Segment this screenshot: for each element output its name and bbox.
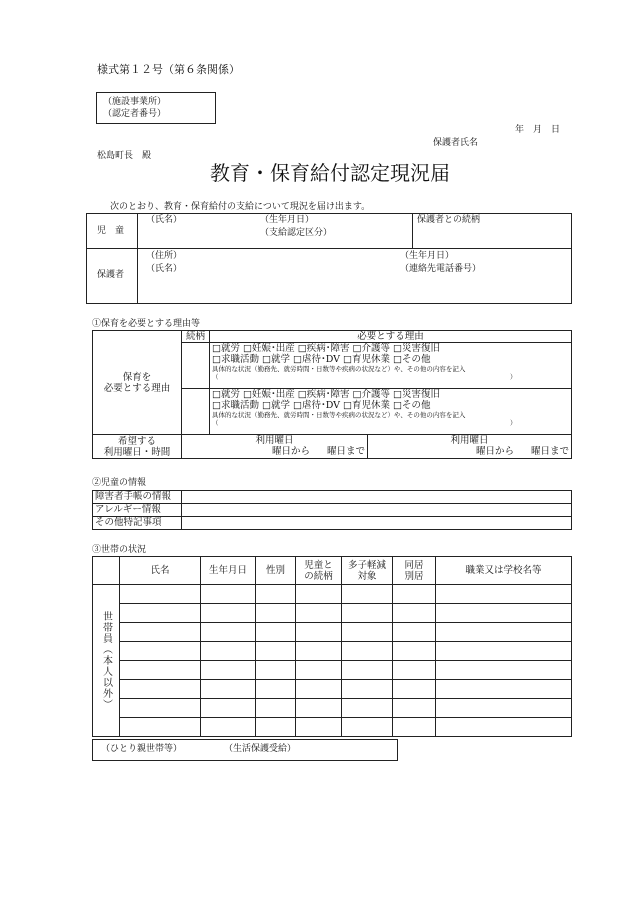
reason-options-2a[interactable]: □就労 □妊娠･出産 □疾病･障害 □介護等 □災害復旧 bbox=[212, 389, 440, 400]
member-relation[interactable] bbox=[296, 623, 342, 642]
guardian-name-label: 保護者氏名 bbox=[433, 138, 479, 148]
guardian-birth-field[interactable]: （生年月日） bbox=[400, 251, 455, 261]
member-relation[interactable] bbox=[296, 718, 342, 737]
detail-note-2: 具体的な状況（勤務先、就労時間・日数等や疾病の状況など）や、その他の内容を記入 bbox=[212, 411, 466, 419]
paren-open: （ bbox=[212, 419, 219, 427]
header-living bbox=[393, 557, 436, 585]
reason-cell-1[interactable] bbox=[210, 343, 572, 389]
child-info-table bbox=[92, 490, 572, 530]
member-birth[interactable] bbox=[201, 604, 256, 623]
member-living[interactable] bbox=[393, 642, 436, 661]
member-name[interactable] bbox=[120, 661, 201, 680]
section1-title: ①保育を必要とする理由等 bbox=[92, 319, 201, 329]
member-living[interactable] bbox=[393, 585, 436, 604]
header-living-line1: 同居 bbox=[404, 559, 424, 571]
remarks-field[interactable] bbox=[182, 517, 572, 530]
member-birth[interactable] bbox=[201, 585, 256, 604]
member-relation[interactable] bbox=[296, 642, 342, 661]
detail-field-2[interactable] bbox=[212, 419, 569, 428]
header-birth: 生年月日 bbox=[201, 557, 256, 585]
member-multichild[interactable] bbox=[342, 718, 393, 737]
member-name[interactable] bbox=[120, 623, 201, 642]
form-number: 様式第１２号（第６条関係） bbox=[97, 63, 240, 76]
header-multichild-line2: 対象 bbox=[357, 570, 377, 582]
header-blank bbox=[93, 557, 120, 585]
member-name[interactable] bbox=[120, 604, 201, 623]
section2-title: ②児童の情報 bbox=[92, 478, 147, 488]
member-job[interactable] bbox=[436, 699, 572, 718]
paren-close: ） bbox=[510, 419, 517, 427]
member-living[interactable] bbox=[393, 604, 436, 623]
household-footer-box bbox=[92, 739, 398, 761]
member-multichild[interactable] bbox=[342, 699, 393, 718]
household-table bbox=[92, 556, 572, 737]
allergy-label: アレルギー情報 bbox=[93, 504, 182, 517]
reason-header: 必要とする理由 bbox=[210, 331, 572, 343]
day-from-2: 曜日から bbox=[475, 446, 514, 457]
member-relation[interactable] bbox=[296, 699, 342, 718]
use-days-cell-1[interactable] bbox=[182, 435, 368, 459]
reason-options-1b[interactable]: □求職活動 □就学 □虐待･DV □育児休業 □その他 bbox=[212, 354, 431, 365]
member-birth[interactable] bbox=[201, 642, 256, 661]
member-multichild[interactable] bbox=[342, 623, 393, 642]
guardian-address-field[interactable]: （住所） bbox=[146, 251, 183, 261]
household-side-text: 世帯員（本人以外） bbox=[100, 611, 112, 710]
child-label: 児 童 bbox=[97, 226, 125, 236]
relation-header: 続柄 bbox=[182, 331, 210, 343]
member-sex[interactable] bbox=[256, 680, 296, 699]
member-sex[interactable] bbox=[256, 699, 296, 718]
member-sex[interactable] bbox=[256, 661, 296, 680]
guardian-label: 保護者 bbox=[97, 270, 125, 280]
member-sex[interactable] bbox=[256, 718, 296, 737]
single-parent-field[interactable]: （ひとり親世帯等） bbox=[101, 744, 183, 754]
detail-field-1[interactable] bbox=[212, 373, 569, 382]
member-multichild[interactable] bbox=[342, 604, 393, 623]
member-name[interactable] bbox=[120, 680, 201, 699]
day-to-1: 曜日まで bbox=[326, 446, 365, 457]
member-multichild[interactable] bbox=[342, 680, 393, 699]
child-category-field[interactable]: （支給認定区分） bbox=[260, 228, 333, 238]
reason-cell-2[interactable] bbox=[210, 389, 572, 435]
addressee: 松島町長 殿 bbox=[97, 151, 152, 161]
child-name-field[interactable]: （氏名） bbox=[146, 215, 183, 225]
member-living[interactable] bbox=[393, 680, 436, 699]
date-label: 年 月 日 bbox=[515, 125, 561, 135]
reason-label-line2: 必要とする理由 bbox=[103, 382, 171, 394]
member-job[interactable] bbox=[436, 718, 572, 737]
divider bbox=[137, 213, 138, 303]
reason-options-2b[interactable]: □求職活動 □就学 □虐待･DV □育児休業 □その他 bbox=[212, 400, 431, 411]
reason-label-line1: 保育を bbox=[122, 371, 152, 383]
member-name[interactable] bbox=[120, 699, 201, 718]
remarks-label: その他特記事項 bbox=[93, 517, 182, 530]
header-relation bbox=[296, 557, 342, 585]
member-name[interactable] bbox=[120, 642, 201, 661]
reason-row-label bbox=[93, 331, 182, 435]
page-title: 教育・保育給付認定現況届 bbox=[210, 161, 450, 185]
disability-label: 障害者手帳の情報 bbox=[93, 491, 182, 504]
header-living-line2: 別居 bbox=[404, 570, 424, 582]
header-multichild bbox=[342, 557, 393, 585]
guardian-name-field[interactable]: （氏名） bbox=[146, 264, 183, 274]
relation-cell-1[interactable] bbox=[182, 343, 210, 389]
member-job[interactable] bbox=[436, 623, 572, 642]
header-relation-line1: 児童と bbox=[304, 559, 333, 571]
member-multichild[interactable] bbox=[342, 642, 393, 661]
member-relation[interactable] bbox=[296, 585, 342, 604]
member-job[interactable] bbox=[436, 661, 572, 680]
use-days-header-2: 利用曜日 bbox=[450, 435, 489, 446]
member-living[interactable] bbox=[393, 661, 436, 680]
days-label-line2: 利用曜日・時間 bbox=[103, 446, 171, 458]
member-job[interactable] bbox=[436, 604, 572, 623]
divider bbox=[86, 248, 571, 249]
header-name: 氏名 bbox=[120, 557, 201, 585]
divider bbox=[412, 213, 413, 249]
child-birth-field[interactable]: （生年月日） bbox=[260, 215, 315, 225]
welfare-field[interactable]: （生活保護受給） bbox=[224, 744, 297, 754]
member-relation[interactable] bbox=[296, 661, 342, 680]
member-birth[interactable] bbox=[201, 699, 256, 718]
child-relation-field[interactable]: 保護者との続柄 bbox=[417, 215, 481, 225]
member-sex[interactable] bbox=[256, 604, 296, 623]
detail-note-1: 具体的な状況（勤務先、就労時間・日数等や疾病の状況など）や、その他の内容を記入 bbox=[212, 365, 466, 373]
member-multichild[interactable] bbox=[342, 585, 393, 604]
member-relation[interactable] bbox=[296, 680, 342, 699]
use-days-header-1: 利用曜日 bbox=[255, 435, 294, 446]
household-side-label bbox=[93, 585, 120, 737]
reason-table bbox=[92, 330, 572, 459]
guardian-phone-field[interactable]: （連絡先電話番号） bbox=[400, 264, 482, 274]
member-job[interactable] bbox=[436, 680, 572, 699]
member-birth[interactable] bbox=[201, 623, 256, 642]
member-birth[interactable] bbox=[201, 718, 256, 737]
reason-options-1a[interactable]: □就労 □妊娠･出産 □疾病･障害 □介護等 □災害復旧 bbox=[212, 343, 440, 354]
day-from-1: 曜日から bbox=[271, 446, 310, 457]
allergy-field[interactable] bbox=[182, 504, 572, 517]
member-sex[interactable] bbox=[256, 642, 296, 661]
member-relation[interactable] bbox=[296, 604, 342, 623]
member-sex[interactable] bbox=[256, 585, 296, 604]
intro-text: 次のとおり、教育・保育給付の支給について現況を届け出ます。 bbox=[110, 202, 371, 212]
header-multichild-line1: 多子軽減 bbox=[347, 559, 386, 571]
facility-box bbox=[96, 92, 216, 124]
member-birth[interactable] bbox=[201, 661, 256, 680]
member-name[interactable] bbox=[120, 718, 201, 737]
facility-label: （施設事業所） bbox=[103, 97, 167, 107]
days-label-line1: 希望する bbox=[117, 435, 156, 447]
header-sex: 性別 bbox=[256, 557, 296, 585]
relation-cell-2[interactable] bbox=[182, 389, 210, 435]
member-sex[interactable] bbox=[256, 623, 296, 642]
paren-close: ） bbox=[510, 373, 517, 381]
certified-number-label: （認定者番号） bbox=[103, 109, 167, 119]
member-birth[interactable] bbox=[201, 680, 256, 699]
member-job[interactable] bbox=[436, 642, 572, 661]
member-job[interactable] bbox=[436, 585, 572, 604]
section3-title: ③世帯の状況 bbox=[92, 545, 147, 555]
member-living[interactable] bbox=[393, 699, 436, 718]
member-name[interactable] bbox=[120, 585, 201, 604]
use-days-cell-2[interactable] bbox=[368, 435, 572, 459]
disability-field[interactable] bbox=[182, 491, 572, 504]
member-multichild[interactable] bbox=[342, 661, 393, 680]
member-living[interactable] bbox=[393, 718, 436, 737]
member-living[interactable] bbox=[393, 623, 436, 642]
header-relation-line2: の続柄 bbox=[304, 570, 333, 582]
day-to-2: 曜日まで bbox=[531, 446, 570, 457]
paren-open: （ bbox=[212, 373, 219, 381]
header-job: 職業又は学校名等 bbox=[436, 557, 572, 585]
days-label bbox=[93, 435, 182, 459]
